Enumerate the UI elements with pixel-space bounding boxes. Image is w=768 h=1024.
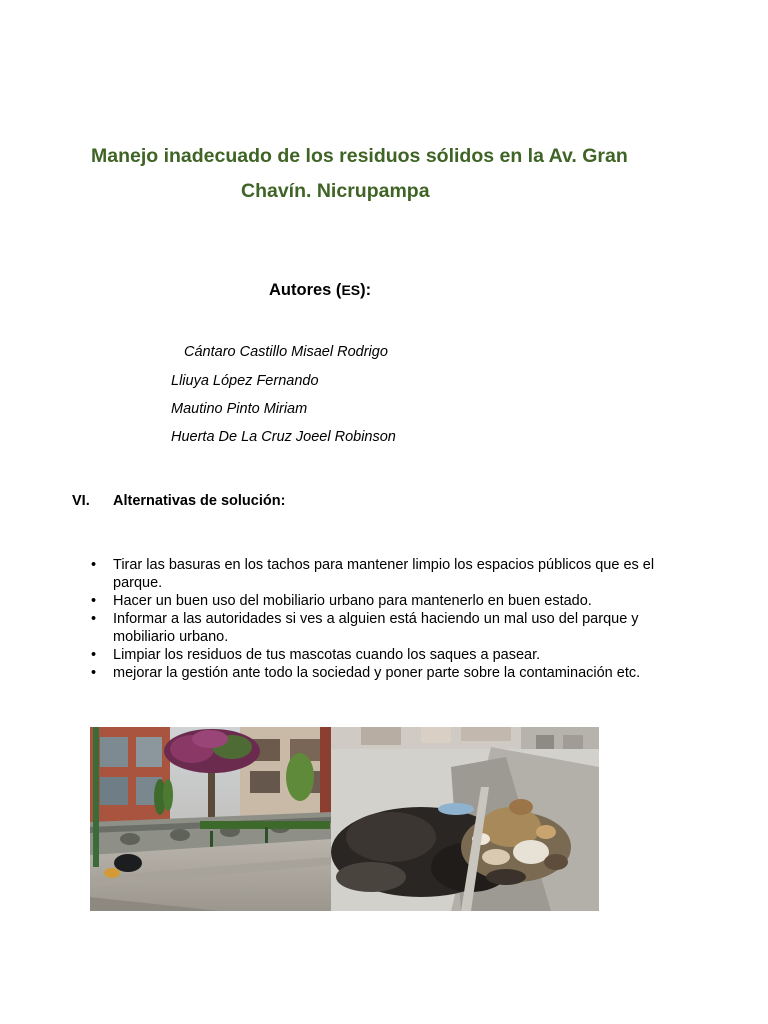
list-item: • Hacer un buen uso del mobiliario urbano para mantenerlo en buen estado. <box>91 592 701 610</box>
document-title-line-2: Chavín. Nicrupampa <box>241 180 430 202</box>
section-number: VI. <box>72 493 90 509</box>
authors-heading-paren-open: ( <box>331 281 342 299</box>
plaza-photo <box>90 727 331 911</box>
document-title-line-1: Manejo inadecuado de los residuos sólidos en la Av. Gran <box>91 145 628 167</box>
author-name: Lliuya López Fernando <box>171 373 319 389</box>
burned-garbage-photo <box>331 727 599 911</box>
authors-heading <box>269 281 371 300</box>
section-heading <box>72 493 285 509</box>
author-name: Cántaro Castillo Misael Rodrigo <box>184 344 388 360</box>
list-item: • Tirar las basuras en los tachos para mantener limpio los espacios públicos que es el parque. <box>91 556 701 592</box>
authors-heading-paren-close: ): <box>360 281 372 299</box>
author-name: Mautino Pinto Miriam <box>171 401 308 417</box>
solution-list <box>91 556 701 682</box>
section-title: Alternativas de solución: <box>113 493 286 509</box>
authors-heading-label: Autores <box>269 281 332 299</box>
authors-heading-suffix: ES <box>341 282 361 298</box>
list-item: • mejorar la gestión ante todo la sociedad y poner parte sobre la contaminación etc. <box>91 664 701 682</box>
author-name: Huerta De La Cruz Joeel Robinson <box>171 429 396 445</box>
list-item: • Limpiar los residuos de tus mascotas cuando los saques a pasear. <box>91 646 701 664</box>
list-item: • Informar a las autoridades si ves a alguien está haciendo un mal uso del parque y mobiliario urbano. <box>91 610 701 646</box>
